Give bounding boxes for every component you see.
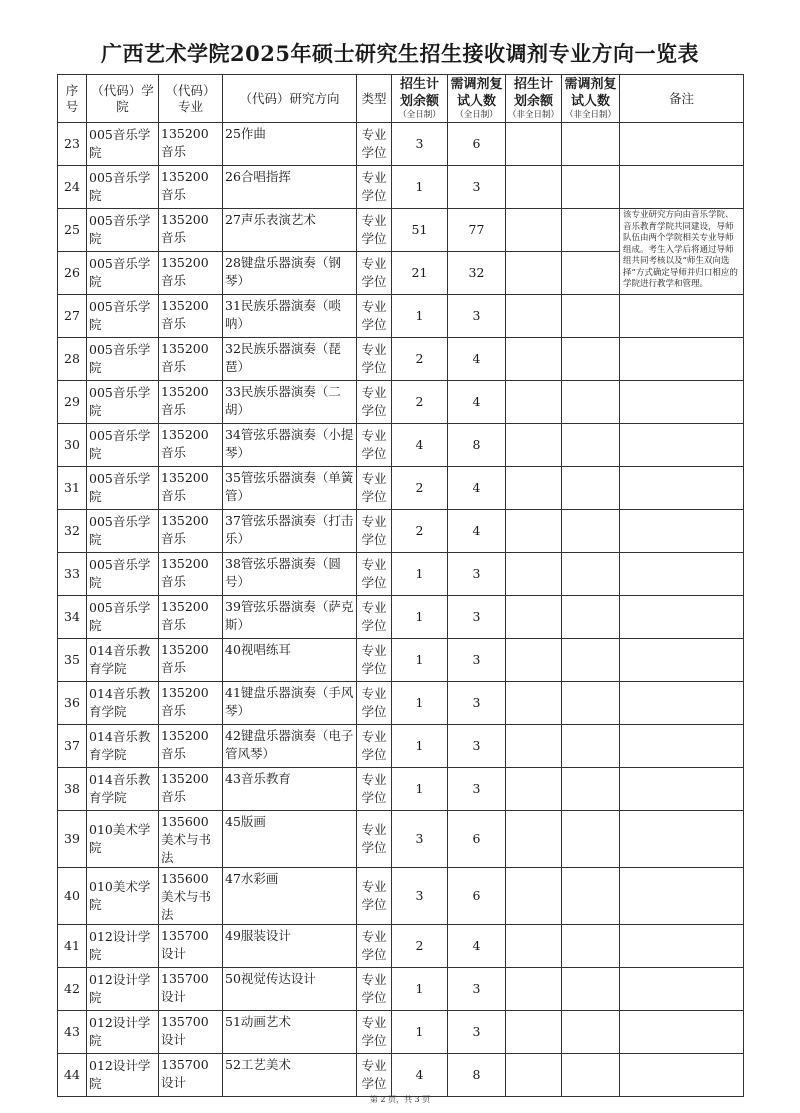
row-note	[620, 553, 744, 596]
row-pt-quota	[506, 381, 562, 424]
row-type: 专业学位	[357, 510, 392, 553]
row-major: 135700设计	[159, 1011, 223, 1054]
page-title: 广西艺术学院2025年硕士研究生招生接收调剂专业方向一览表	[101, 41, 699, 66]
row-major: 135200音乐	[159, 768, 223, 811]
row-ft-count: 3	[448, 1011, 506, 1054]
header-major: （代码）专业	[159, 75, 223, 123]
row-pt-quota	[506, 725, 562, 768]
row-ft-count: 6	[448, 123, 506, 166]
row-seq: 26	[58, 252, 87, 295]
row-pt-count	[562, 1011, 620, 1054]
row-pt-count	[562, 510, 620, 553]
table-row	[58, 639, 744, 682]
row-direction: 34管弦乐器演奏（小提琴）	[223, 424, 357, 467]
row-direction: 47水彩画	[223, 868, 357, 925]
table-row	[58, 1054, 744, 1097]
row-ft-count: 3	[448, 553, 506, 596]
row-pt-quota	[506, 596, 562, 639]
row-seq: 30	[58, 424, 87, 467]
row-type: 专业学位	[357, 424, 392, 467]
row-seq: 32	[58, 510, 87, 553]
row-direction: 33民族乐器演奏（二胡）	[223, 381, 357, 424]
row-major: 135200音乐	[159, 252, 223, 295]
row-major: 135200音乐	[159, 510, 223, 553]
row-ft-quota: 1	[392, 968, 448, 1011]
row-seq: 25	[58, 209, 87, 252]
row-seq: 33	[58, 553, 87, 596]
header-ft-quota-sub: （全日制）	[398, 110, 441, 120]
table-row	[58, 868, 744, 925]
row-seq: 41	[58, 925, 87, 968]
row-ft-quota: 1	[392, 1011, 448, 1054]
row-pt-quota	[506, 968, 562, 1011]
table-row	[58, 295, 744, 338]
row-pt-count	[562, 209, 620, 252]
row-type: 专业学位	[357, 338, 392, 381]
row-type: 专业学位	[357, 596, 392, 639]
row-major: 135200音乐	[159, 639, 223, 682]
row-note	[620, 682, 744, 725]
row-major: 135700设计	[159, 925, 223, 968]
table-row	[58, 381, 744, 424]
row-type: 专业学位	[357, 295, 392, 338]
row-pt-quota	[506, 925, 562, 968]
row-seq: 43	[58, 1011, 87, 1054]
row-direction: 25作曲	[223, 123, 357, 166]
row-school: 012设计学院	[87, 1011, 159, 1054]
row-pt-quota	[506, 639, 562, 682]
row-type: 专业学位	[357, 467, 392, 510]
row-note	[620, 166, 744, 209]
header-school: （代码）学院	[87, 75, 159, 123]
row-type: 专业学位	[357, 166, 392, 209]
row-type: 专业学位	[357, 768, 392, 811]
row-major: 135200音乐	[159, 553, 223, 596]
row-type: 专业学位	[357, 868, 392, 925]
row-note	[620, 467, 744, 510]
row-school: 005音乐学院	[87, 209, 159, 252]
row-major: 135200音乐	[159, 467, 223, 510]
table-row	[58, 1011, 744, 1054]
row-note	[620, 925, 744, 968]
row-pt-quota	[506, 1011, 562, 1054]
row-pt-count	[562, 639, 620, 682]
header-ft-quota-label: 招生计划余额	[399, 77, 439, 109]
row-pt-count	[562, 968, 620, 1011]
row-ft-count: 4	[448, 467, 506, 510]
row-pt-count	[562, 868, 620, 925]
row-pt-count	[562, 725, 620, 768]
table-row	[58, 424, 744, 467]
row-ft-count: 6	[448, 811, 506, 868]
row-seq: 31	[58, 467, 87, 510]
row-type: 专业学位	[357, 725, 392, 768]
row-pt-quota	[506, 252, 562, 295]
row-note	[620, 768, 744, 811]
row-ft-count: 3	[448, 768, 506, 811]
row-pt-count	[562, 925, 620, 968]
row-ft-quota: 3	[392, 868, 448, 925]
row-ft-quota: 1	[392, 682, 448, 725]
row-school: 010美术学院	[87, 811, 159, 868]
row-ft-count: 4	[448, 510, 506, 553]
header-pt-quota-label: 招生计划余额	[513, 77, 553, 109]
table-row	[58, 968, 744, 1011]
row-ft-quota: 4	[392, 424, 448, 467]
row-ft-quota: 1	[392, 768, 448, 811]
row-pt-count	[562, 768, 620, 811]
row-pt-quota	[506, 682, 562, 725]
row-school: 005音乐学院	[87, 252, 159, 295]
row-major: 135200音乐	[159, 424, 223, 467]
header-seq: 序号	[58, 75, 87, 123]
row-pt-count	[562, 123, 620, 166]
table-row	[58, 123, 744, 166]
row-pt-count	[562, 424, 620, 467]
row-note	[620, 295, 744, 338]
row-seq: 38	[58, 768, 87, 811]
row-direction: 32民族乐器演奏（琵琶）	[223, 338, 357, 381]
row-ft-quota: 1	[392, 596, 448, 639]
row-ft-count: 4	[448, 925, 506, 968]
adjustment-table	[57, 74, 744, 1097]
row-seq: 39	[58, 811, 87, 868]
row-note	[620, 725, 744, 768]
row-note	[620, 1054, 744, 1097]
row-major: 135200音乐	[159, 338, 223, 381]
row-major: 135200音乐	[159, 295, 223, 338]
row-note	[620, 968, 744, 1011]
row-pt-quota	[506, 209, 562, 252]
row-pt-count	[562, 682, 620, 725]
row-direction: 49服装设计	[223, 925, 357, 968]
header-note: 备注	[620, 75, 744, 123]
row-ft-count: 8	[448, 1054, 506, 1097]
row-type: 专业学位	[357, 209, 392, 252]
table-row	[58, 467, 744, 510]
row-ft-count: 32	[448, 252, 506, 295]
table-row	[58, 338, 744, 381]
row-ft-count: 3	[448, 295, 506, 338]
row-ft-quota: 4	[392, 1054, 448, 1097]
row-direction: 38管弦乐器演奏（圆号）	[223, 553, 357, 596]
row-ft-count: 4	[448, 381, 506, 424]
table-row	[58, 510, 744, 553]
row-type: 专业学位	[357, 925, 392, 968]
row-direction: 45版画	[223, 811, 357, 868]
row-major: 135200音乐	[159, 725, 223, 768]
row-seq: 44	[58, 1054, 87, 1097]
row-pt-count	[562, 811, 620, 868]
row-type: 专业学位	[357, 1054, 392, 1097]
row-direction: 39管弦乐器演奏（萨克斯）	[223, 596, 357, 639]
row-pt-count	[562, 467, 620, 510]
row-pt-count	[562, 1054, 620, 1097]
row-school: 014音乐教育学院	[87, 682, 159, 725]
row-note	[620, 338, 744, 381]
row-direction: 40视唱练耳	[223, 639, 357, 682]
row-ft-count: 3	[448, 639, 506, 682]
row-note: 该专业研究方向由音乐学院、音乐教育学院共同建设，导师队伍由两个学院相关专业导师组成。考生入学后将通过导师组共同考核以及“师生双向选择”方式确定导师并归口相应的学院进行教学和管理。	[620, 209, 744, 295]
header-ft-count	[448, 75, 506, 123]
row-seq: 35	[58, 639, 87, 682]
row-pt-quota	[506, 768, 562, 811]
row-seq: 23	[58, 123, 87, 166]
table-row	[58, 682, 744, 725]
row-direction: 52工艺美术	[223, 1054, 357, 1097]
row-ft-count: 3	[448, 166, 506, 209]
row-ft-count: 8	[448, 424, 506, 467]
row-major: 135200音乐	[159, 381, 223, 424]
row-seq: 27	[58, 295, 87, 338]
row-type: 专业学位	[357, 968, 392, 1011]
row-direction: 37管弦乐器演奏（打击乐）	[223, 510, 357, 553]
row-school: 005音乐学院	[87, 510, 159, 553]
row-seq: 36	[58, 682, 87, 725]
row-school: 012设计学院	[87, 968, 159, 1011]
row-type: 专业学位	[357, 1011, 392, 1054]
row-pt-count	[562, 166, 620, 209]
row-pt-quota	[506, 868, 562, 925]
row-direction: 51动画艺术	[223, 1011, 357, 1054]
row-note	[620, 596, 744, 639]
table-row	[58, 768, 744, 811]
row-pt-quota	[506, 467, 562, 510]
row-seq: 34	[58, 596, 87, 639]
table-row	[58, 553, 744, 596]
row-school: 014音乐教育学院	[87, 768, 159, 811]
row-school: 012设计学院	[87, 925, 159, 968]
row-type: 专业学位	[357, 252, 392, 295]
row-ft-count: 77	[448, 209, 506, 252]
row-note	[620, 868, 744, 925]
header-ft-count-label: 需调剂复试人数	[450, 77, 503, 109]
header-pt-count	[562, 75, 620, 123]
header-pt-count-label: 需调剂复试人数	[564, 77, 617, 109]
row-direction: 35管弦乐器演奏（单簧管）	[223, 467, 357, 510]
row-direction: 27声乐表演艺术	[223, 209, 357, 252]
row-seq: 24	[58, 166, 87, 209]
row-note	[620, 424, 744, 467]
row-ft-count: 4	[448, 338, 506, 381]
row-direction: 26合唱指挥	[223, 166, 357, 209]
row-type: 专业学位	[357, 553, 392, 596]
row-ft-count: 6	[448, 868, 506, 925]
row-ft-quota: 51	[392, 209, 448, 252]
row-school: 005音乐学院	[87, 123, 159, 166]
row-ft-quota: 2	[392, 381, 448, 424]
row-ft-count: 3	[448, 596, 506, 639]
row-direction: 31民族乐器演奏（唢呐）	[223, 295, 357, 338]
row-pt-quota	[506, 553, 562, 596]
table-row	[58, 209, 744, 252]
row-pt-count	[562, 381, 620, 424]
row-note	[620, 639, 744, 682]
row-seq: 28	[58, 338, 87, 381]
row-major: 135200音乐	[159, 596, 223, 639]
row-type: 专业学位	[357, 811, 392, 868]
row-seq: 37	[58, 725, 87, 768]
row-major: 135700设计	[159, 968, 223, 1011]
row-ft-quota: 1	[392, 725, 448, 768]
row-seq: 42	[58, 968, 87, 1011]
row-ft-quota: 2	[392, 510, 448, 553]
row-ft-quota: 2	[392, 925, 448, 968]
row-type: 专业学位	[357, 381, 392, 424]
table-row	[58, 811, 744, 868]
row-pt-quota	[506, 166, 562, 209]
row-pt-quota	[506, 424, 562, 467]
row-note	[620, 1011, 744, 1054]
row-pt-count	[562, 596, 620, 639]
row-ft-quota: 1	[392, 166, 448, 209]
row-school: 014音乐教育学院	[87, 639, 159, 682]
page-footer: 第 2 页，共 3 页	[369, 1095, 431, 1104]
row-ft-count: 3	[448, 725, 506, 768]
row-school: 005音乐学院	[87, 467, 159, 510]
row-school: 005音乐学院	[87, 553, 159, 596]
header-row	[58, 75, 744, 123]
row-major: 135200音乐	[159, 123, 223, 166]
row-type: 专业学位	[357, 639, 392, 682]
header-pt-count-sub: （非全日制）	[564, 110, 616, 120]
header-pt-quota	[506, 75, 562, 123]
row-direction: 41键盘乐器演奏（手风琴）	[223, 682, 357, 725]
row-pt-count	[562, 553, 620, 596]
table-row	[58, 725, 744, 768]
table-row	[58, 596, 744, 639]
row-ft-quota: 2	[392, 467, 448, 510]
row-ft-quota: 1	[392, 295, 448, 338]
header-ft-quota	[392, 75, 448, 123]
row-major: 135200音乐	[159, 209, 223, 252]
row-ft-quota: 21	[392, 252, 448, 295]
row-school: 005音乐学院	[87, 596, 159, 639]
header-type: 类型	[357, 75, 392, 123]
row-pt-quota	[506, 338, 562, 381]
row-direction: 42键盘乐器演奏（电子管风琴）	[223, 725, 357, 768]
row-direction: 43音乐教育	[223, 768, 357, 811]
row-school: 010美术学院	[87, 868, 159, 925]
row-ft-quota: 3	[392, 811, 448, 868]
row-note	[620, 510, 744, 553]
row-ft-quota: 3	[392, 123, 448, 166]
row-seq: 29	[58, 381, 87, 424]
row-pt-quota	[506, 811, 562, 868]
row-school: 005音乐学院	[87, 166, 159, 209]
row-type: 专业学位	[357, 123, 392, 166]
row-pt-quota	[506, 1054, 562, 1097]
row-note	[620, 123, 744, 166]
row-school: 005音乐学院	[87, 424, 159, 467]
row-type: 专业学位	[357, 682, 392, 725]
row-pt-count	[562, 338, 620, 381]
row-school: 005音乐学院	[87, 338, 159, 381]
row-ft-count: 3	[448, 682, 506, 725]
row-major: 135200音乐	[159, 682, 223, 725]
row-school: 005音乐学院	[87, 295, 159, 338]
row-direction: 28键盘乐器演奏（钢琴）	[223, 252, 357, 295]
row-major: 135700设计	[159, 1054, 223, 1097]
row-school: 005音乐学院	[87, 381, 159, 424]
row-major: 135200音乐	[159, 166, 223, 209]
row-major: 135600美术与书法	[159, 868, 223, 925]
table-row	[58, 166, 744, 209]
row-ft-quota: 1	[392, 639, 448, 682]
row-school: 012设计学院	[87, 1054, 159, 1097]
row-major: 135600美术与书法	[159, 811, 223, 868]
row-seq: 40	[58, 868, 87, 925]
row-note	[620, 381, 744, 424]
row-pt-quota	[506, 123, 562, 166]
table-row	[58, 925, 744, 968]
row-pt-quota	[506, 295, 562, 338]
row-note	[620, 811, 744, 868]
row-ft-quota: 2	[392, 338, 448, 381]
row-ft-quota: 1	[392, 553, 448, 596]
row-school: 014音乐教育学院	[87, 725, 159, 768]
row-pt-quota	[506, 510, 562, 553]
row-ft-count: 3	[448, 968, 506, 1011]
header-direction: （代码）研究方向	[223, 75, 357, 123]
row-pt-count	[562, 295, 620, 338]
row-direction: 50视觉传达设计	[223, 968, 357, 1011]
header-pt-quota-sub: （非全日制）	[508, 110, 560, 120]
header-ft-count-sub: （全日制）	[455, 110, 498, 120]
row-pt-count	[562, 252, 620, 295]
